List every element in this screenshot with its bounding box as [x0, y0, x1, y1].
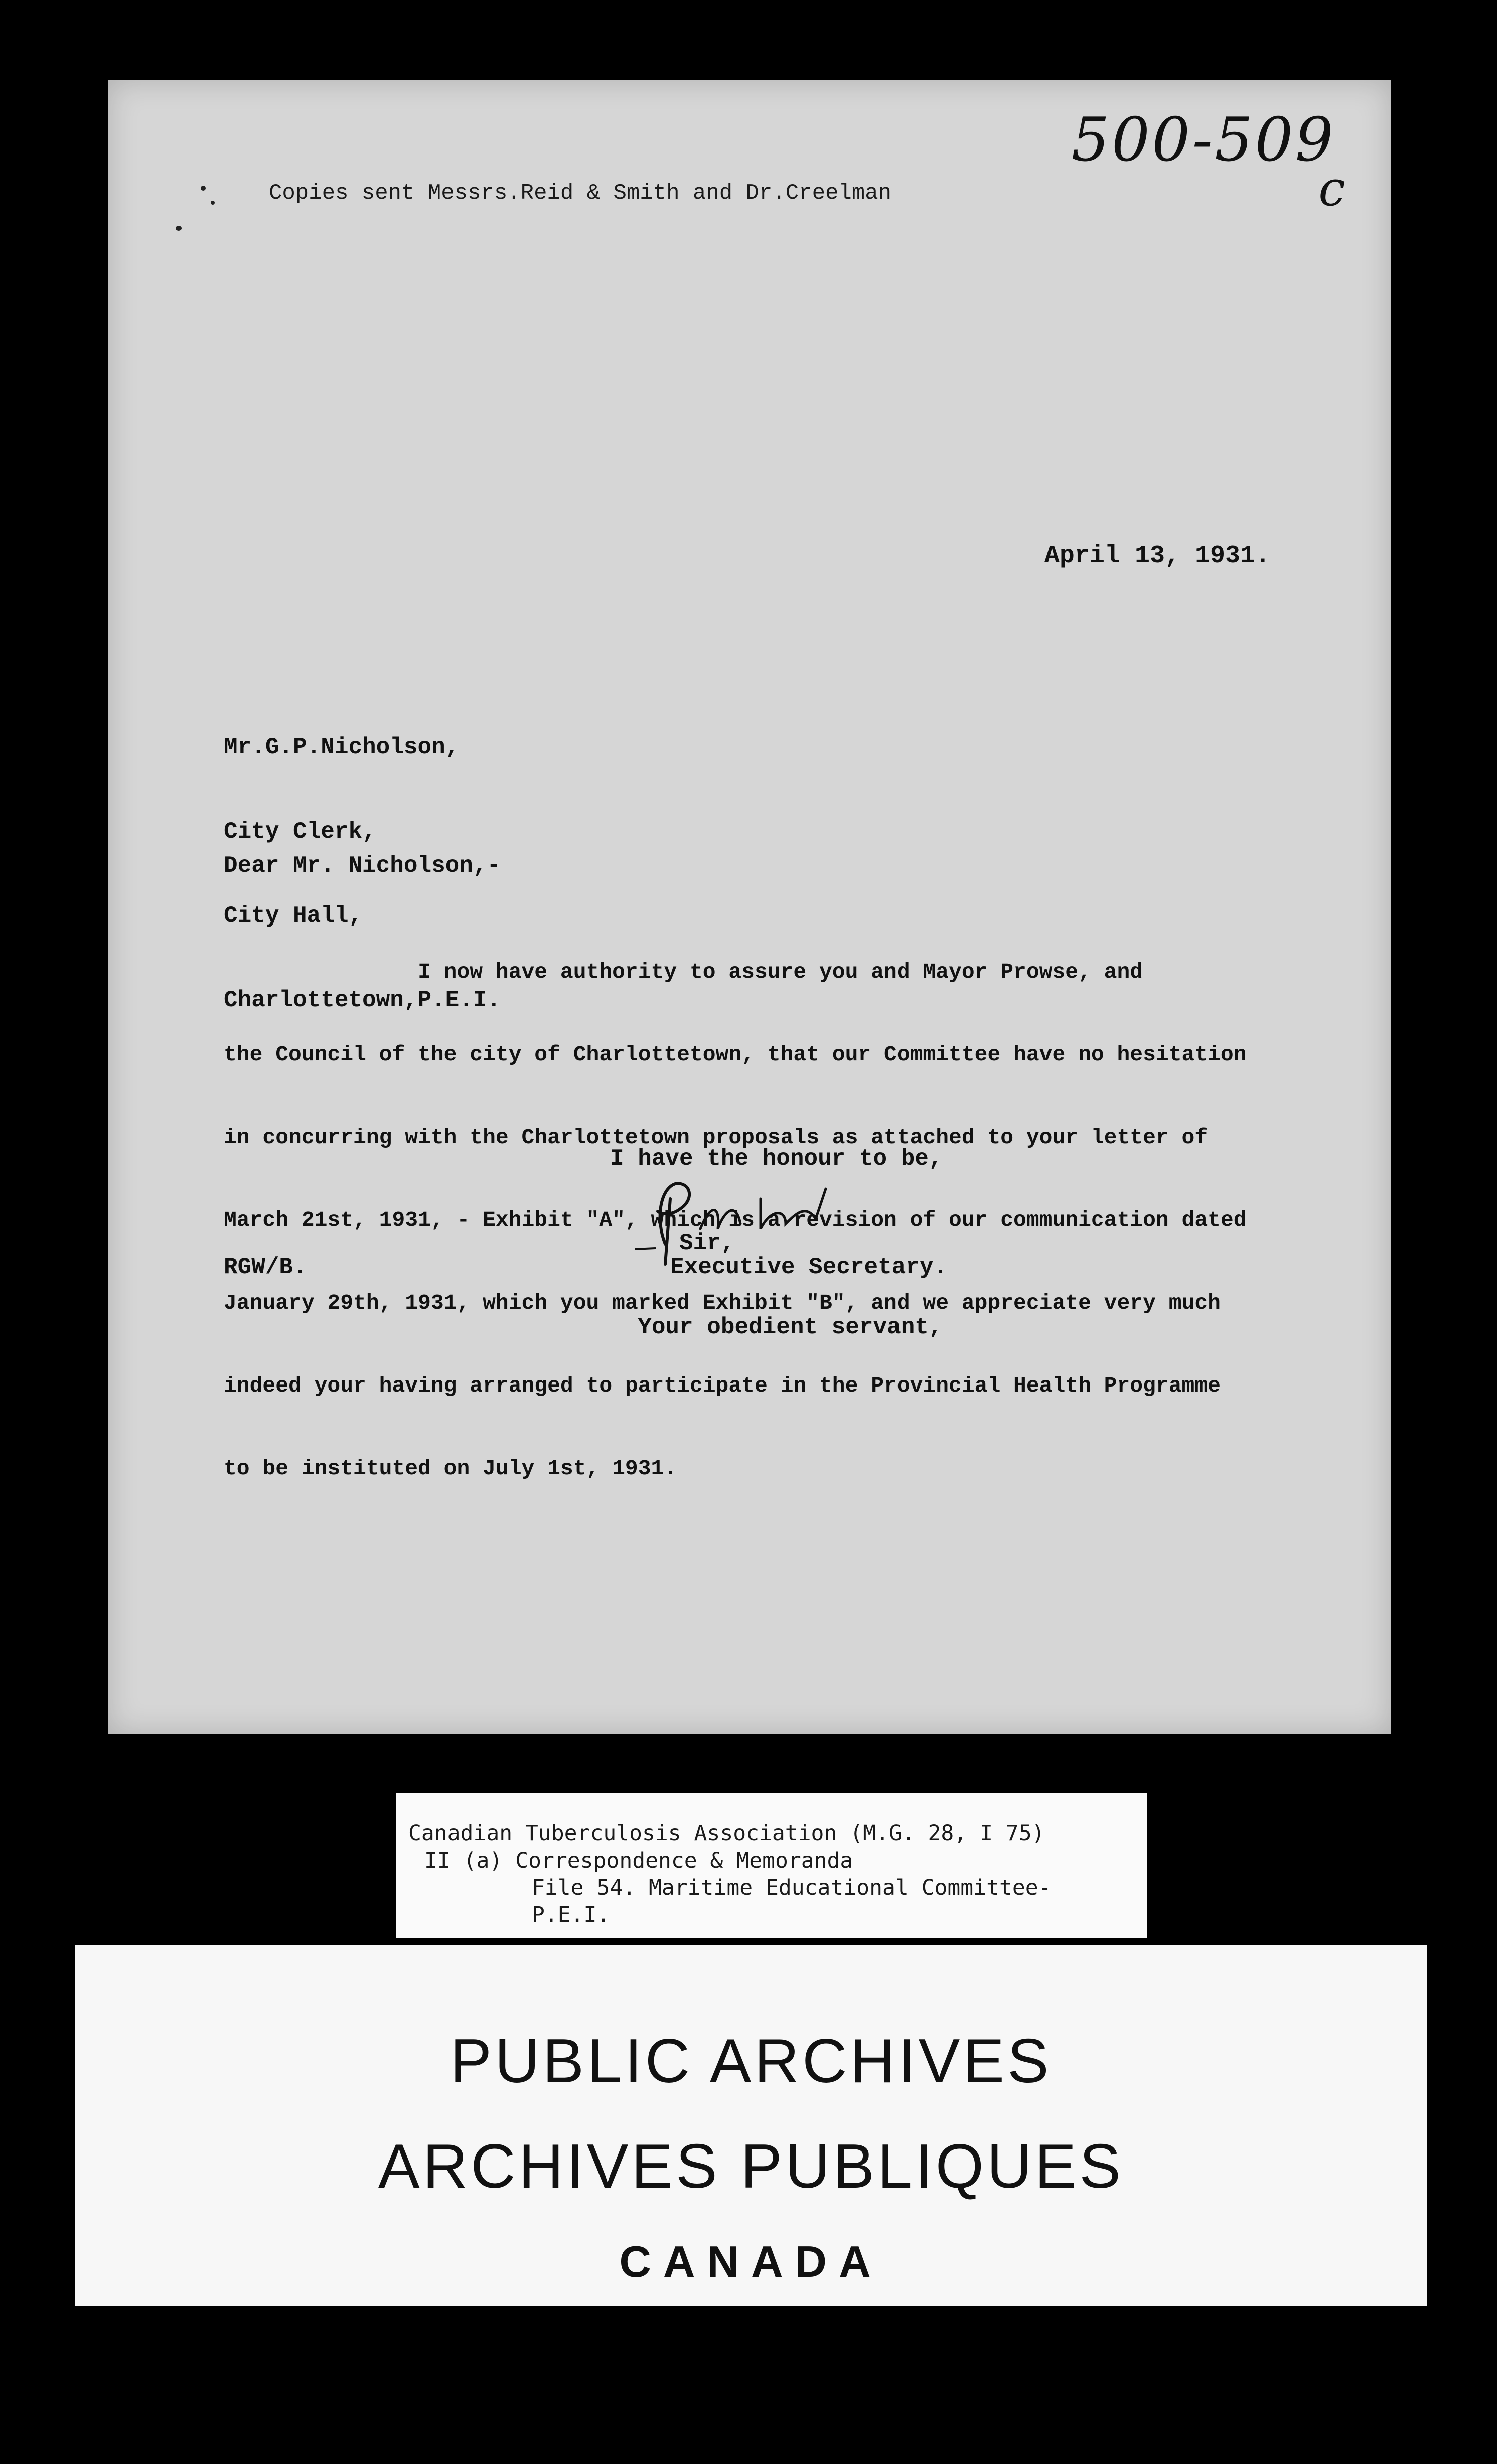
handwritten-mark: c [1318, 161, 1345, 217]
closing-line: I have the honour to be, [610, 1146, 943, 1172]
body-line: the Council of the city of Charlottetown, that our Committee have no hesitation [224, 1042, 1247, 1067]
body-line: I now have authority to assure you and Mayor Prowse, and [224, 960, 1143, 984]
address-line: City Hall, [224, 903, 363, 929]
closing-line: Sir, [610, 1230, 735, 1256]
closing-line: Your obedient servant, [610, 1314, 943, 1340]
catalog-line: P.E.I. [532, 1902, 610, 1927]
margin-speck [201, 186, 206, 191]
archives-title-fr: ARCHIVES PUBLIQUES [378, 2132, 1124, 2201]
body-line: in concurring with the Charlottetown proposals as attached to your letter of [224, 1125, 1208, 1150]
body-line: January 29th, 1931, which you marked Exhibit "B", and we appreciate very much [224, 1291, 1221, 1315]
signature-title: Executive Secretary. [670, 1254, 948, 1280]
address-line: City Clerk, [224, 819, 376, 845]
margin-speck [211, 201, 215, 205]
body-line: to be instituted on July 1st, 1931. [224, 1456, 677, 1481]
letter-date: April 13, 1931. [1044, 542, 1270, 570]
typist-initials: RGW/B. [224, 1254, 307, 1280]
address-line: Mr.G.P.Nicholson, [224, 734, 460, 760]
archives-stamp-card [75, 1945, 1427, 2306]
catalog-card [396, 1793, 1147, 1938]
catalog-line: File 54. Maritime Educational Committee- [532, 1875, 1052, 1900]
archives-title-en: PUBLIC ARCHIVES [450, 2027, 1052, 2096]
address-line: Charlottetown,P.E.I. [224, 987, 501, 1013]
copies-note: Copies sent Messrs.Reid & Smith and Dr.Creelman [269, 181, 892, 206]
archives-country: CANADA [619, 2237, 883, 2286]
catalog-line: Canadian Tuberculosis Association (M.G. 28, I 75) [408, 1821, 1045, 1846]
handwritten-reference: 500-509 [1071, 105, 1335, 175]
letter-page [108, 80, 1391, 1734]
catalog-line: II (a) Correspondence & Memoranda [424, 1848, 853, 1873]
salutation: Dear Mr. Nicholson,- [224, 853, 501, 879]
margin-speck [176, 226, 182, 231]
body-line: March 21st, 1931, - Exhibit "A", which is a revision of our communication dated [224, 1208, 1247, 1233]
body-line: indeed your having arranged to participate in the Provincial Health Programme [224, 1373, 1221, 1398]
